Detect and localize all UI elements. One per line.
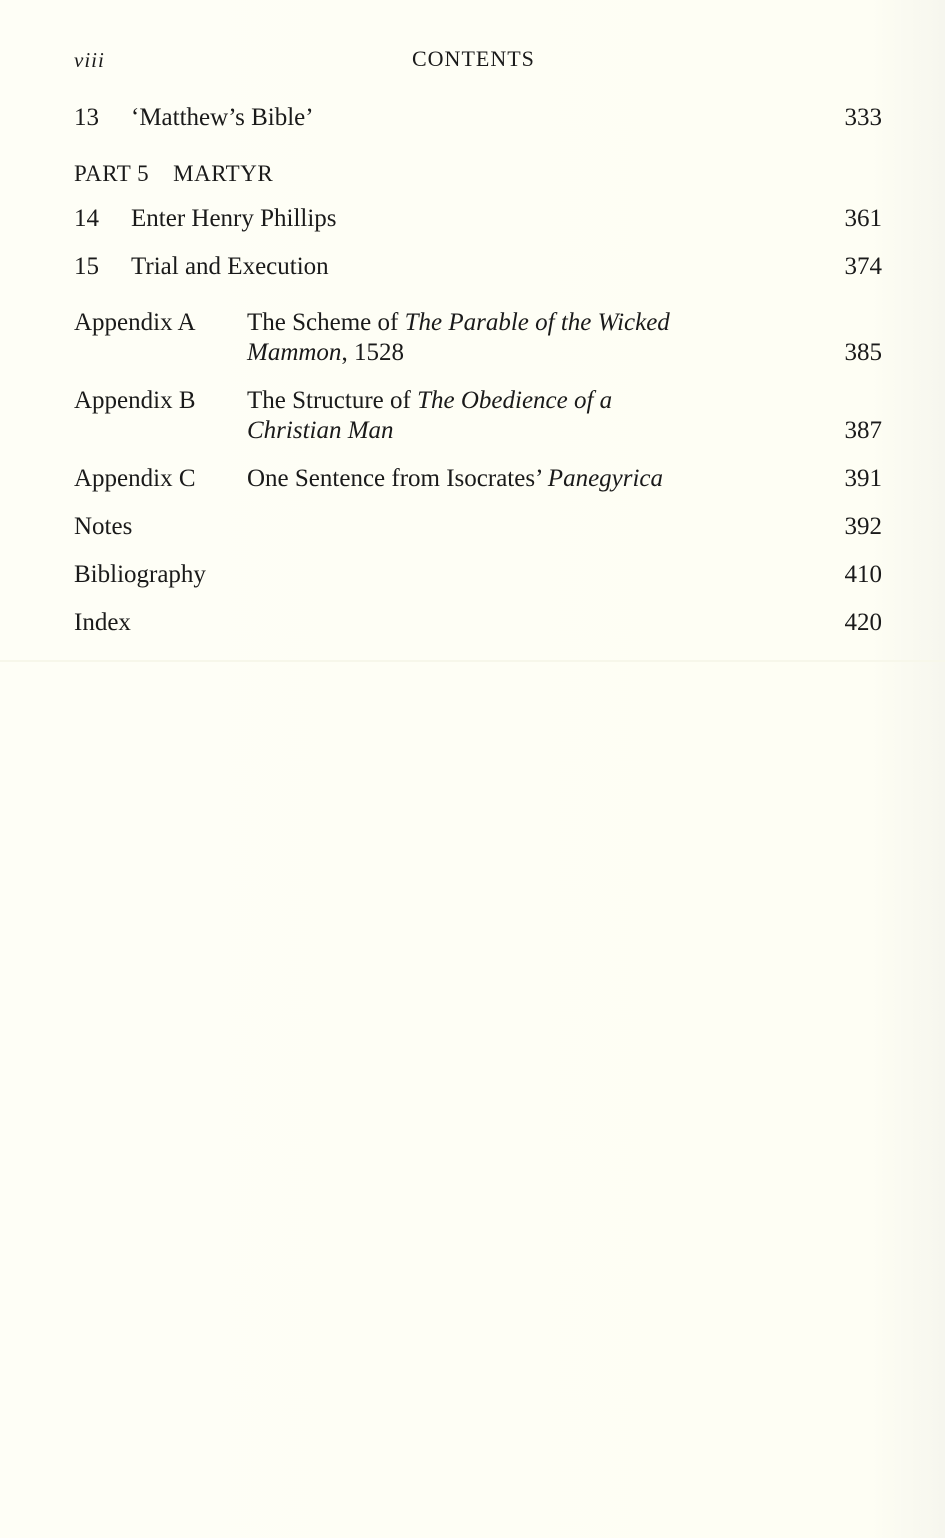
page-number: 410 — [844, 561, 882, 588]
page-number: 374 — [844, 253, 882, 280]
appendix-title — [247, 386, 677, 446]
paper-texture-line — [0, 660, 945, 662]
back-matter-label: Notes — [74, 513, 133, 540]
page-number: 420 — [844, 609, 882, 636]
part-label: PART 5 — [74, 161, 150, 186]
appendix-title-italic: The Parable of the Wicked Mammon — [247, 309, 670, 366]
chapter-title: ‘Matthew’s Bible’ — [131, 104, 314, 131]
toc-entry-appendix-a — [74, 308, 882, 370]
appendix-title-italic: The Obedience of a Christian Man — [247, 387, 613, 444]
running-head-title: CONTENTS — [412, 46, 535, 71]
appendix-title-prefix: The Structure of — [247, 387, 418, 414]
back-matter-label: Bibliography — [74, 561, 206, 588]
chapter-number: 13 — [74, 104, 99, 131]
chapter-number: 15 — [74, 253, 99, 280]
back-matter-label: Index — [74, 609, 131, 636]
appendix-title — [247, 308, 767, 368]
page-number: 385 — [844, 339, 882, 366]
chapter-title: Enter Henry Phillips — [131, 205, 337, 232]
chapter-number: 14 — [74, 205, 99, 232]
appendix-title-suffix: , 1528 — [341, 339, 404, 366]
page-number: 392 — [844, 513, 882, 540]
page-folio: viii — [74, 48, 105, 72]
page-number: 391 — [844, 465, 882, 492]
page-number: 361 — [844, 205, 882, 232]
part-name: MARTYR — [173, 161, 274, 186]
page-number: 333 — [844, 104, 882, 131]
appendix-title-prefix: The Scheme of — [247, 309, 405, 336]
appendix-title — [247, 464, 767, 494]
toc-entry-appendix-b — [74, 386, 882, 448]
chapter-title: Trial and Execution — [131, 253, 329, 280]
appendix-label: Appendix A — [74, 309, 196, 336]
appendix-title-prefix: One Sentence from Isocrates’ — [247, 465, 548, 492]
appendix-title-italic: Panegyrica — [547, 465, 664, 492]
running-head — [0, 44, 945, 74]
part-heading — [74, 159, 273, 189]
page-number: 387 — [844, 417, 882, 444]
appendix-label: Appendix C — [74, 465, 196, 492]
appendix-label: Appendix B — [74, 387, 196, 414]
